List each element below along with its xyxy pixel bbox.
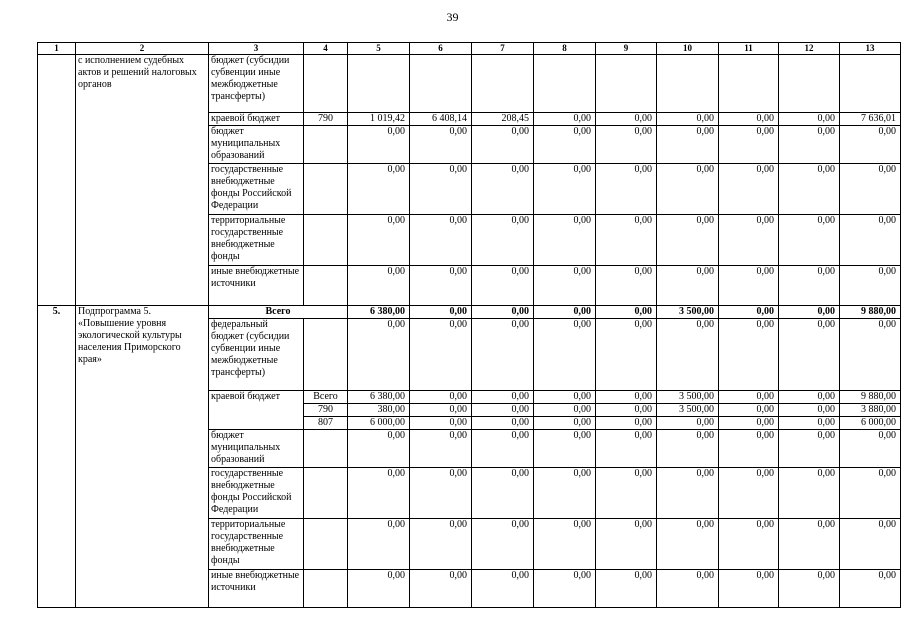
value-cell: 0,00: [657, 570, 719, 608]
value-cell: 1 019,42: [348, 113, 410, 126]
value-cell: 0,00: [840, 126, 901, 164]
subprogram-name-cell: Подпрограмма 5. «Повышение уровня экологической культуры населения Приморского края»: [76, 306, 209, 608]
funding-source-cell: территориальные государственные внебюджетные фонды: [209, 215, 304, 266]
value-cell: 0,00: [657, 519, 719, 570]
value-cell: 0,00: [779, 113, 840, 126]
value-cell: 0,00: [472, 215, 534, 266]
value-cell: 0,00: [719, 391, 779, 404]
value-cell: 0,00: [348, 266, 410, 306]
value-cell: 0,00: [596, 164, 657, 215]
value-cell: 0,00: [534, 404, 596, 417]
code-cell: [304, 164, 348, 215]
value-cell: 0,00: [348, 319, 410, 391]
code-cell: Всего: [304, 391, 348, 404]
code-cell: [304, 55, 348, 113]
funding-source-cell: краевой бюджет: [209, 113, 304, 126]
value-cell: 0,00: [410, 404, 472, 417]
value-cell: 0,00: [596, 319, 657, 391]
value-cell: 0,00: [596, 126, 657, 164]
column-header: 2: [76, 43, 209, 55]
value-cell: 0,00: [657, 468, 719, 519]
value-cell: 0,00: [534, 319, 596, 391]
value-cell: [596, 55, 657, 113]
value-cell: 0,00: [596, 391, 657, 404]
value-cell: 0,00: [840, 519, 901, 570]
value-cell: 9 880,00: [840, 391, 901, 404]
funding-source-cell: иные внебюджетные источники: [209, 266, 304, 306]
value-cell: 0,00: [719, 570, 779, 608]
value-cell: 0,00: [840, 215, 901, 266]
value-cell: 0,00: [534, 306, 596, 319]
value-cell: 0,00: [657, 113, 719, 126]
value-cell: 0,00: [534, 417, 596, 430]
value-cell: 0,00: [719, 519, 779, 570]
value-cell: [348, 55, 410, 113]
column-header: 4: [304, 43, 348, 55]
value-cell: 0,00: [472, 266, 534, 306]
value-cell: 0,00: [596, 468, 657, 519]
table-row: [38, 306, 901, 319]
value-cell: 0,00: [779, 164, 840, 215]
value-cell: 0,00: [657, 126, 719, 164]
value-cell: 0,00: [534, 430, 596, 468]
budget-table: [37, 42, 901, 608]
value-cell: 0,00: [534, 391, 596, 404]
value-cell: 0,00: [534, 215, 596, 266]
column-header: 10: [657, 43, 719, 55]
value-cell: 0,00: [348, 430, 410, 468]
row-number-cell: 5.: [38, 306, 76, 608]
funding-source-cell: бюджет муниципальных образований: [209, 430, 304, 468]
value-cell: 0,00: [472, 570, 534, 608]
value-cell: 0,00: [840, 319, 901, 391]
value-cell: 0,00: [719, 215, 779, 266]
column-header: 6: [410, 43, 472, 55]
value-cell: 0,00: [779, 126, 840, 164]
value-cell: [719, 55, 779, 113]
funding-source-cell: федеральный бюджет (субсидии субвенции иные межбюджетные трансферты): [209, 319, 304, 391]
value-cell: 0,00: [472, 306, 534, 319]
value-cell: 0,00: [596, 266, 657, 306]
value-cell: 0,00: [596, 113, 657, 126]
funding-source-cell: бюджет муниципальных образований: [209, 126, 304, 164]
funding-source-cell: бюджет (субсидии субвенции иные межбюджетные трансферты): [209, 55, 304, 113]
code-cell: [304, 266, 348, 306]
funding-source-cell: государственные внебюджетные фонды Российской Федерации: [209, 468, 304, 519]
value-cell: 0,00: [534, 113, 596, 126]
value-cell: 0,00: [719, 266, 779, 306]
value-cell: 0,00: [410, 164, 472, 215]
column-header: 9: [596, 43, 657, 55]
value-cell: [410, 55, 472, 113]
column-header: 12: [779, 43, 840, 55]
funding-source-cell: государственные внебюджетные фонды Российской Федерации: [209, 164, 304, 215]
code-cell: [304, 570, 348, 608]
value-cell: 0,00: [410, 126, 472, 164]
value-cell: [657, 55, 719, 113]
value-cell: 6 000,00: [840, 417, 901, 430]
value-cell: 3 880,00: [840, 404, 901, 417]
value-cell: 0,00: [348, 164, 410, 215]
value-cell: 0,00: [472, 126, 534, 164]
value-cell: 6 380,00: [348, 391, 410, 404]
value-cell: 208,45: [472, 113, 534, 126]
value-cell: 0,00: [410, 319, 472, 391]
column-header: 1: [38, 43, 76, 55]
value-cell: 0,00: [719, 430, 779, 468]
value-cell: [534, 55, 596, 113]
value-cell: 0,00: [657, 266, 719, 306]
column-header: 5: [348, 43, 410, 55]
value-cell: 3 500,00: [657, 306, 719, 319]
value-cell: 380,00: [348, 404, 410, 417]
total-label-cell: Всего: [209, 306, 348, 319]
value-cell: 0,00: [779, 430, 840, 468]
value-cell: 0,00: [410, 417, 472, 430]
value-cell: 0,00: [534, 266, 596, 306]
value-cell: 0,00: [410, 266, 472, 306]
value-cell: 0,00: [840, 266, 901, 306]
value-cell: 0,00: [840, 570, 901, 608]
value-cell: 0,00: [779, 266, 840, 306]
code-cell: 790: [304, 404, 348, 417]
value-cell: 0,00: [472, 319, 534, 391]
value-cell: 0,00: [410, 468, 472, 519]
value-cell: 0,00: [410, 570, 472, 608]
value-cell: 0,00: [657, 164, 719, 215]
value-cell: 6 408,14: [410, 113, 472, 126]
value-cell: 0,00: [534, 468, 596, 519]
value-cell: 0,00: [719, 319, 779, 391]
value-cell: 3 500,00: [657, 391, 719, 404]
value-cell: 0,00: [779, 417, 840, 430]
code-cell: 807: [304, 417, 348, 430]
value-cell: 0,00: [348, 468, 410, 519]
program-name-cell: с исполнением судебных актов и решений налоговых органов: [76, 55, 209, 306]
value-cell: 0,00: [719, 468, 779, 519]
value-cell: 0,00: [657, 430, 719, 468]
value-cell: 0,00: [348, 519, 410, 570]
value-cell: 0,00: [779, 391, 840, 404]
value-cell: 0,00: [596, 519, 657, 570]
value-cell: 0,00: [719, 164, 779, 215]
value-cell: 0,00: [348, 215, 410, 266]
value-cell: 0,00: [657, 215, 719, 266]
value-cell: 0,00: [779, 570, 840, 608]
code-cell: [304, 126, 348, 164]
value-cell: 0,00: [410, 391, 472, 404]
value-cell: 0,00: [472, 417, 534, 430]
value-cell: 0,00: [472, 519, 534, 570]
value-cell: 0,00: [840, 430, 901, 468]
value-cell: 0,00: [534, 126, 596, 164]
value-cell: 0,00: [410, 215, 472, 266]
code-cell: [304, 468, 348, 519]
value-cell: 0,00: [410, 519, 472, 570]
code-cell: [304, 430, 348, 468]
value-cell: 0,00: [596, 306, 657, 319]
column-header: 8: [534, 43, 596, 55]
value-cell: 0,00: [719, 126, 779, 164]
row-number-cell: [38, 55, 76, 306]
code-cell: [304, 215, 348, 266]
value-cell: 0,00: [596, 430, 657, 468]
value-cell: 0,00: [410, 430, 472, 468]
value-cell: [840, 55, 901, 113]
value-cell: 0,00: [410, 306, 472, 319]
value-cell: 0,00: [472, 404, 534, 417]
value-cell: 0,00: [719, 417, 779, 430]
value-cell: 0,00: [779, 215, 840, 266]
value-cell: 3 500,00: [657, 404, 719, 417]
value-cell: 0,00: [840, 164, 901, 215]
value-cell: 0,00: [719, 113, 779, 126]
value-cell: 0,00: [657, 319, 719, 391]
value-cell: 0,00: [719, 404, 779, 417]
column-header: 3: [209, 43, 304, 55]
value-cell: 0,00: [348, 126, 410, 164]
value-cell: 0,00: [779, 468, 840, 519]
value-cell: 0,00: [840, 468, 901, 519]
value-cell: 0,00: [534, 519, 596, 570]
value-cell: 0,00: [348, 570, 410, 608]
value-cell: 0,00: [779, 319, 840, 391]
code-cell: 790: [304, 113, 348, 126]
page-number: 39: [446, 10, 459, 24]
value-cell: 0,00: [779, 519, 840, 570]
column-header: 13: [840, 43, 901, 55]
column-header: 11: [719, 43, 779, 55]
value-cell: 0,00: [596, 215, 657, 266]
funding-source-cell: территориальные государственные внебюджетные фонды: [209, 519, 304, 570]
value-cell: 0,00: [657, 417, 719, 430]
value-cell: 0,00: [472, 430, 534, 468]
table-row: [38, 55, 901, 113]
value-cell: [472, 55, 534, 113]
value-cell: 0,00: [472, 468, 534, 519]
column-header-row: [38, 43, 901, 55]
value-cell: 0,00: [596, 404, 657, 417]
column-header: 7: [472, 43, 534, 55]
value-cell: 0,00: [779, 306, 840, 319]
value-cell: 6 380,00: [348, 306, 410, 319]
value-cell: 7 636,01: [840, 113, 901, 126]
value-cell: 9 880,00: [840, 306, 901, 319]
funding-source-cell: краевой бюджет: [209, 391, 304, 430]
value-cell: 0,00: [719, 306, 779, 319]
value-cell: 0,00: [596, 417, 657, 430]
funding-source-cell: иные внебюджетные источники: [209, 570, 304, 608]
code-cell: [304, 519, 348, 570]
value-cell: 0,00: [534, 570, 596, 608]
value-cell: 0,00: [472, 164, 534, 215]
value-cell: [779, 55, 840, 113]
value-cell: 0,00: [534, 164, 596, 215]
value-cell: 6 000,00: [348, 417, 410, 430]
value-cell: 0,00: [596, 570, 657, 608]
code-cell: [304, 319, 348, 391]
value-cell: 0,00: [779, 404, 840, 417]
value-cell: 0,00: [472, 391, 534, 404]
